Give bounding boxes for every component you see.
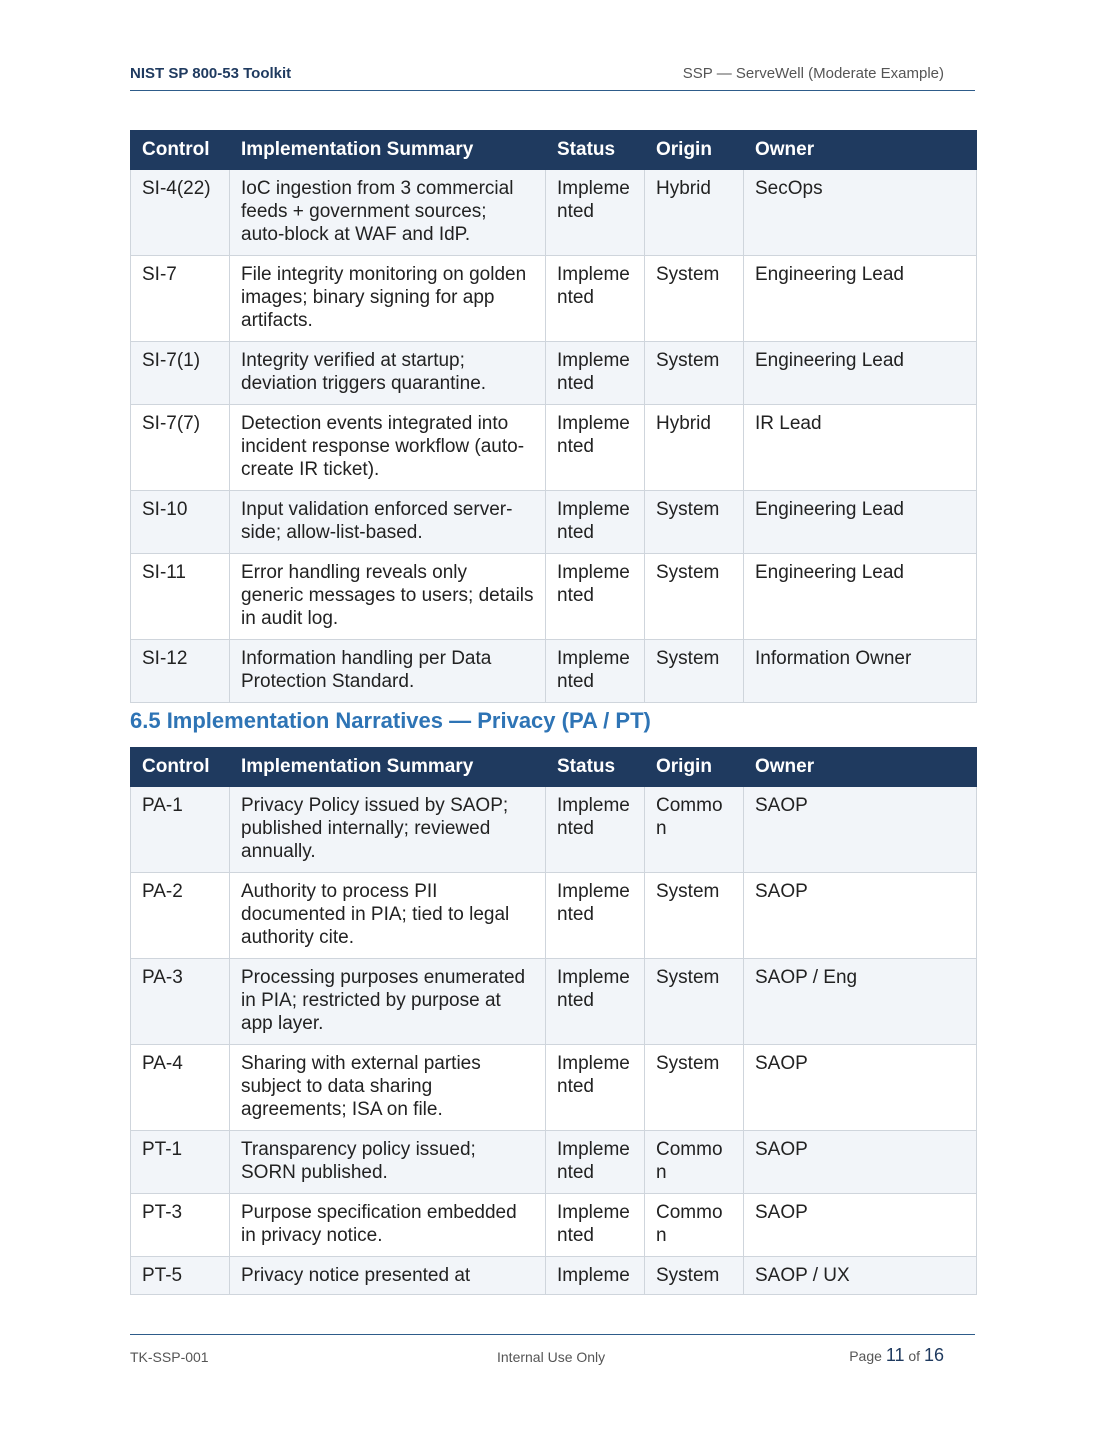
page-label: Page — [849, 1348, 882, 1364]
control-id-cell: PA-2 — [131, 873, 230, 959]
status-cell: Implemented — [546, 873, 645, 959]
implementation-summary-cell: Error handling reveals only generic messages to users; details in audit log. — [230, 554, 546, 640]
column-header-status: Status — [546, 748, 645, 787]
owner-cell: SecOps — [744, 170, 977, 256]
column-header-owner: Owner — [744, 131, 977, 170]
control-id-cell: SI-7(1) — [131, 342, 230, 405]
of-label: of — [908, 1348, 921, 1364]
implementation-summary-cell: Privacy notice presented at — [230, 1257, 546, 1295]
control-id-cell: PA-3 — [131, 959, 230, 1045]
control-id-cell: SI-12 — [131, 640, 230, 703]
header-document-name: SSP — ServeWell (Moderate Example) — [682, 65, 944, 82]
owner-cell: SAOP — [744, 1194, 977, 1257]
origin-cell: System — [645, 554, 744, 640]
control-id-cell: SI-11 — [131, 554, 230, 640]
implementation-summary-cell: Detection events integrated into incident response workflow (auto-create IR ticket). — [230, 405, 546, 491]
implementation-summary-cell: Sharing with external parties subject to data sharing agreements; ISA on file. — [230, 1045, 546, 1131]
status-cell: Implemented — [546, 554, 645, 640]
column-header-origin: Origin — [645, 748, 744, 787]
classification-label: Internal Use Only — [497, 1349, 606, 1365]
owner-cell: Information Owner — [744, 640, 977, 703]
header-title: NIST SP 800-53 Toolkit — [130, 65, 292, 82]
section-heading: 6.5 Implementation Narratives — Privacy (PA / PT) — [130, 708, 651, 733]
owner-cell: SAOP — [744, 787, 977, 873]
current-page: 11 — [885, 1345, 905, 1365]
implementation-summary-cell: Information handling per Data Protection Standard. — [230, 640, 546, 703]
table-row — [131, 491, 977, 554]
status-cell: Implemented — [546, 1194, 645, 1257]
status-cell: Implemented — [546, 256, 645, 342]
control-id-cell: PT-5 — [131, 1257, 230, 1295]
controls-table-si — [130, 130, 977, 703]
control-id-cell: PT-1 — [131, 1131, 230, 1194]
control-id-cell: SI-10 — [131, 491, 230, 554]
origin-cell: Hybrid — [645, 170, 744, 256]
page-footer — [130, 1334, 975, 1375]
origin-cell: System — [645, 959, 744, 1045]
column-header-owner: Owner — [744, 748, 977, 787]
document-id: TK-SSP-001 — [130, 1349, 209, 1365]
owner-cell: SAOP / UX — [744, 1257, 977, 1295]
column-header-origin: Origin — [645, 131, 744, 170]
origin-cell: Common — [645, 787, 744, 873]
origin-cell: System — [645, 491, 744, 554]
status-cell: Implemented — [546, 787, 645, 873]
control-id-cell: SI-7(7) — [131, 405, 230, 491]
implementation-summary-cell: Purpose specification embedded in privacy notice. — [230, 1194, 546, 1257]
origin-cell: Common — [645, 1194, 744, 1257]
owner-cell: SAOP — [744, 873, 977, 959]
column-header-summary: Implementation Summary — [230, 748, 546, 787]
control-id-cell: SI-4(22) — [131, 170, 230, 256]
column-header-control: Control — [131, 131, 230, 170]
owner-cell: Engineering Lead — [744, 342, 977, 405]
owner-cell: Engineering Lead — [744, 491, 977, 554]
status-cell: Implemented — [546, 491, 645, 554]
table-row — [131, 1194, 977, 1257]
implementation-summary-cell: File integrity monitoring on golden images; binary signing for app artifacts. — [230, 256, 546, 342]
page-header — [130, 60, 975, 91]
owner-cell: SAOP / Eng — [744, 959, 977, 1045]
owner-cell: SAOP — [744, 1131, 977, 1194]
control-id-cell: PA-4 — [131, 1045, 230, 1131]
table-row — [131, 170, 977, 256]
table-header-row — [131, 131, 977, 170]
implementation-summary-cell: Privacy Policy issued by SAOP; published internally; reviewed annually. — [230, 787, 546, 873]
table-header-row — [131, 748, 977, 787]
column-header-summary: Implementation Summary — [230, 131, 546, 170]
status-cell: Implemented — [546, 405, 645, 491]
table-row — [131, 1045, 977, 1131]
origin-cell: System — [645, 1257, 744, 1295]
origin-cell: System — [645, 873, 744, 959]
status-cell: Implemented — [546, 640, 645, 703]
table-row — [131, 787, 977, 873]
table-row — [131, 256, 977, 342]
page-number — [849, 1345, 944, 1366]
owner-cell: Engineering Lead — [744, 256, 977, 342]
implementation-summary-cell: Processing purposes enumerated in PIA; restricted by purpose at app layer. — [230, 959, 546, 1045]
table-row — [131, 342, 977, 405]
control-id-cell: PA-1 — [131, 787, 230, 873]
origin-cell: System — [645, 640, 744, 703]
origin-cell: System — [645, 256, 744, 342]
controls-table-privacy — [130, 747, 977, 1295]
origin-cell: Hybrid — [645, 405, 744, 491]
control-id-cell: PT-3 — [131, 1194, 230, 1257]
implementation-summary-cell: Integrity verified at startup; deviation triggers quarantine. — [230, 342, 546, 405]
implementation-summary-cell: Transparency policy issued; SORN published. — [230, 1131, 546, 1194]
implementation-summary-cell: Authority to process PII documented in PIA; tied to legal authority cite. — [230, 873, 546, 959]
table-row — [131, 959, 977, 1045]
owner-cell: Engineering Lead — [744, 554, 977, 640]
owner-cell: SAOP — [744, 1045, 977, 1131]
column-header-status: Status — [546, 131, 645, 170]
origin-cell: Common — [645, 1131, 744, 1194]
owner-cell: IR Lead — [744, 405, 977, 491]
origin-cell: System — [645, 1045, 744, 1131]
status-cell: Implemented — [546, 1131, 645, 1194]
status-cell: Implemented — [546, 342, 645, 405]
table-row — [131, 640, 977, 703]
control-id-cell: SI-7 — [131, 256, 230, 342]
status-cell: Implemented — [546, 959, 645, 1045]
table-row — [131, 554, 977, 640]
table-row — [131, 1131, 977, 1194]
status-cell: Implemented — [546, 1045, 645, 1131]
implementation-summary-cell: Input validation enforced server-side; allow-list-based. — [230, 491, 546, 554]
status-cell: Impleme — [546, 1257, 645, 1295]
origin-cell: System — [645, 342, 744, 405]
status-cell: Implemented — [546, 170, 645, 256]
table-row — [131, 1257, 977, 1295]
total-pages: 16 — [923, 1345, 944, 1365]
table-row — [131, 873, 977, 959]
implementation-summary-cell: IoC ingestion from 3 commercial feeds + government sources; auto-block at WAF and IdP. — [230, 170, 546, 256]
table-row — [131, 405, 977, 491]
column-header-control: Control — [131, 748, 230, 787]
